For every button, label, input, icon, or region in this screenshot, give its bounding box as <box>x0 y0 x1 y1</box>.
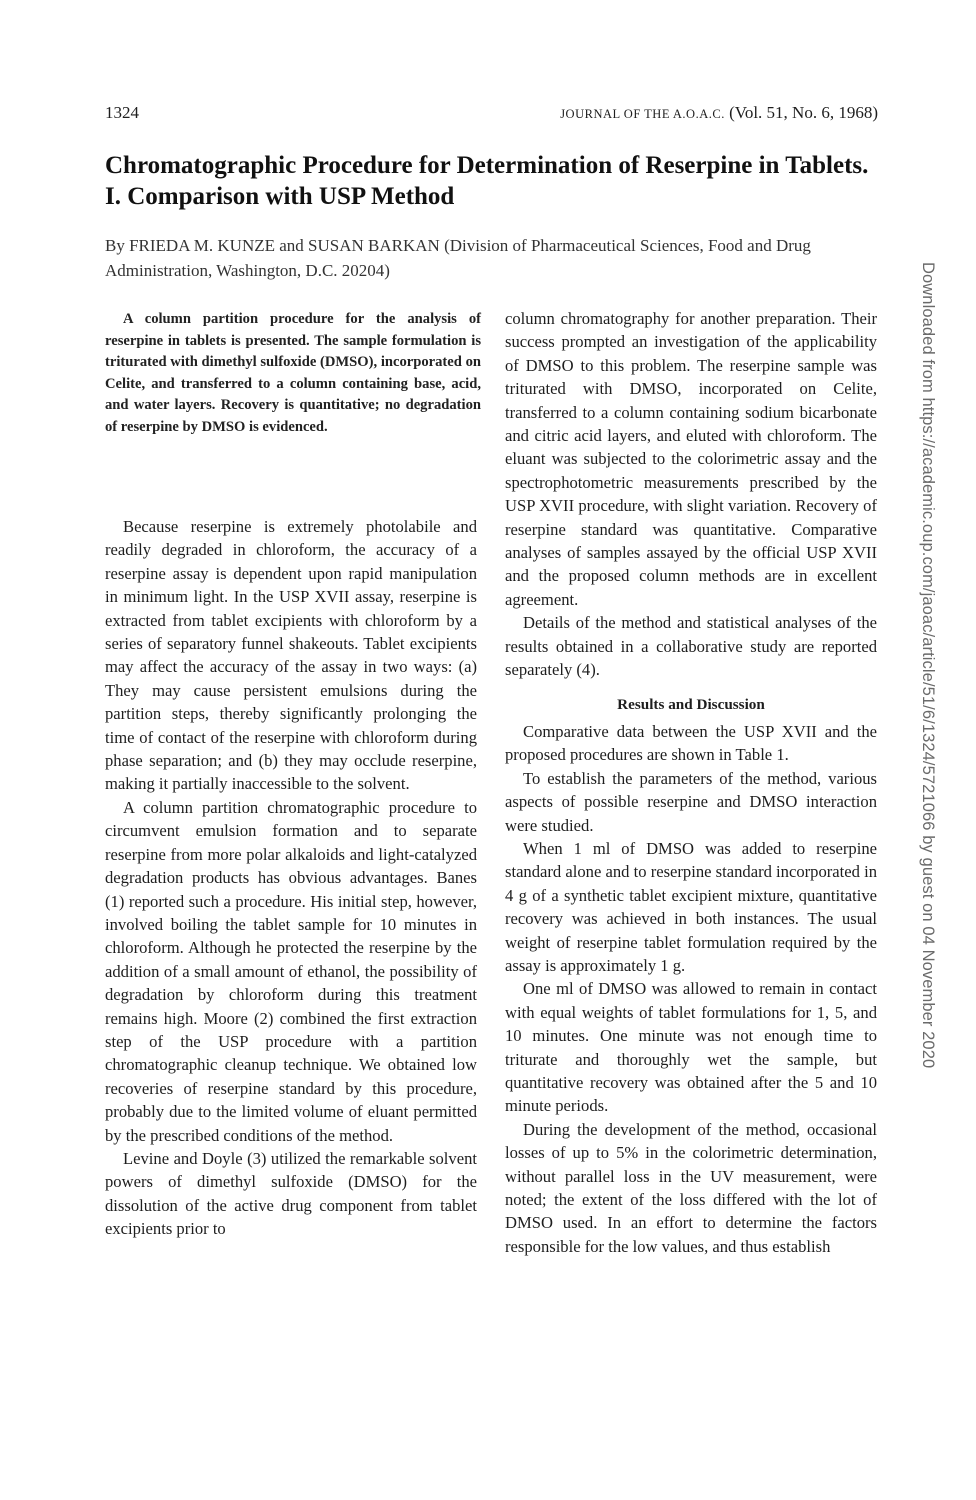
page-number: 1324 <box>105 103 139 122</box>
journal-volume: (Vol. 51, No. 6, 1968) <box>729 103 878 122</box>
abstract: A column partition procedure for the analysis of reserpine in tablets is presented. The sample formulation is triturated with dimethyl sulfoxide (DMSO), incorporated on Celite, and transferred to a column containing base, acid, and water layers. Recovery is quantitative; no degradation of reserpine by DMSO is evidenced. <box>105 311 481 435</box>
body-paragraph: Because reserpine is extremely photolabile and readily degraded in chloroform, the accuracy of a reserpine assay is dependent upon rapid manipulation in minimum light. In the USP XVII assay, reserpine is extracted from tablet excipients with chloroform by a series of separatory funnel shakeouts. Tablet excipients may affect the accuracy of the assay in two ways: (a) They may cause persistent emulsions during the partition steps, thereby significantly prolonging the time of contact of the reserpine with chloroform during phase separation; and (b) they may occlude reserpine, making it partially inaccessible to the solvent. <box>105 517 477 794</box>
article-title: Chromatographic Procedure for Determination of Reserpine in Tablets. I. Comparison with USP Method <box>105 152 869 210</box>
body-paragraph: Comparative data between the USP XVII and the proposed procedures are shown in Table 1. <box>505 721 877 765</box>
body-paragraph: Levine and Doyle (3) utilized the remarkable solvent powers of dimethyl sulfoxide (DMSO) for the dissolution of the active drug component from tablet excipients prior to <box>105 1148 477 1239</box>
section-heading: Results and Discussion <box>617 695 765 713</box>
body-paragraph: One ml of DMSO was allowed to remain in contact with equal weights of tablet formulations for 1, 5, and 10 minutes. One minute was not enough time to triturate and thoroughly wet the sample, but quantitative recovery was obtained after the 5 and 10 minute periods. <box>505 979 877 1116</box>
byline: By FRIEDA M. KUNZE and SUSAN BARKAN (Division of Pharmaceutical Sciences, Food and Drug Administration, Washington, D.C. 20204) <box>105 236 811 280</box>
body-paragraph: column chromatography for another preparation. Their success prompted an investigation of the applicability of DMSO to this problem. The reserpine sample was triturated with DMSO, incorporated on Celite, transferred to a column containing sodium bicarbonate and citric acid layers, and eluted with chloroform. The eluant was subjected to the colorimetric assay and the spectrophotometric measurements prescribed by the USP XVII procedure, with slight variation. Recovery of reserpine standard was quantitative. Comparative analyses of samples assayed by the official USP XVII and the proposed column methods are in excellent agreement. <box>505 309 877 609</box>
left-column <box>105 515 477 1241</box>
body-paragraph: Details of the method and statistical analyses of the results obtained in a collaborative study are reported separately (4). <box>505 613 877 680</box>
body-paragraph: To establish the parameters of the method, various aspects of possible reserpine and DMSO interaction were studied. <box>505 768 877 835</box>
journal-header <box>560 103 878 123</box>
journal-name: JOURNAL OF THE A.O.A.C. <box>560 107 725 121</box>
body-paragraph: When 1 ml of DMSO was added to reserpine standard alone and to reserpine standard incorporated in 4 g of a synthetic tablet excipient mixture, quantitative recovery was achieved in both instances. The usual weight of reserpine tablet formulation required by the assay is approximately 1 g. <box>505 838 877 975</box>
download-watermark[interactable]: Downloaded from https://academic.oup.com/jaoac/article/51/6/1324/5721066 by guest on 04 November 2020 <box>919 262 937 1069</box>
right-column <box>505 307 877 1258</box>
body-paragraph: A column partition chromatographic procedure to circumvent emulsion formation and to separate reserpine from more polar alkaloids and light-catalyzed degradation products has obvious advantages. Banes (1) reported such a procedure. His initial step, however, involved boiling the tablet sample for 10 minutes in chloroform. Although he protected the reserpine by the addition of a small amount of ethanol, the possibility of degradation by chloroform during this treatment remains high. Moore (2) combined the first extraction step of the USP procedure with a partition chromatographic cleanup technique. We obtained low recoveries of reserpine standard by this procedure, probably due to the limited volume of eluant permitted by the prescribed conditions of the method. <box>105 797 477 1145</box>
body-paragraph: During the development of the method, occasional losses of up to 5% in the colorimetric determination, without parallel loss in the UV measurement, were noted; the extent of the loss differed with the lot of DMSO used. In an effort to determine the factors responsible for the low values, and thus establish <box>505 1119 877 1256</box>
